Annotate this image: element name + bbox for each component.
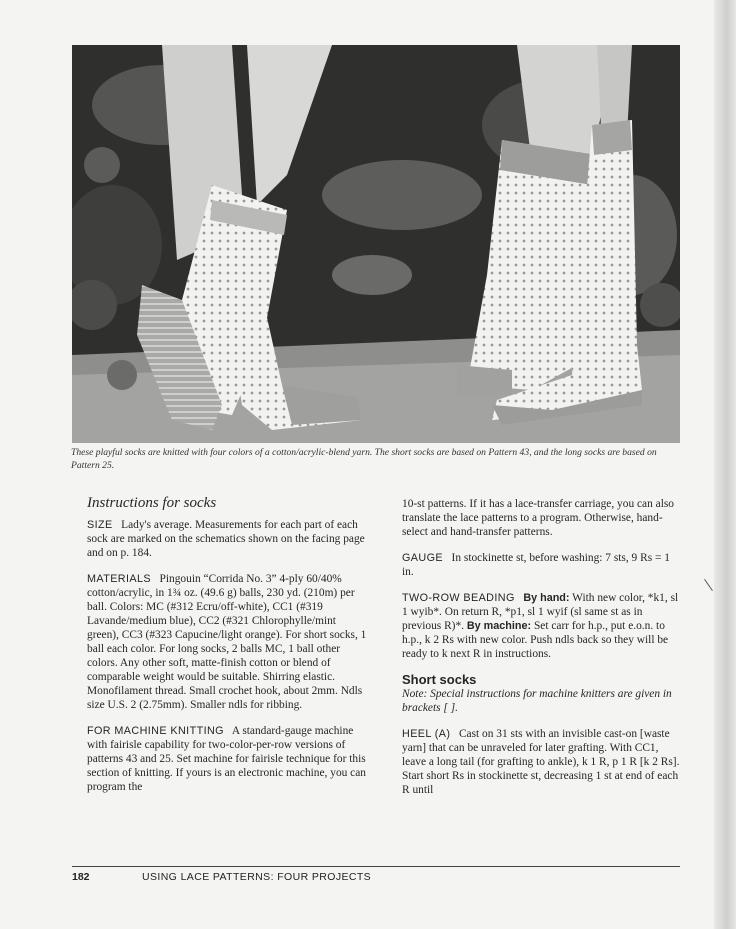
page-number: 182: [72, 871, 90, 883]
gauge-label: GAUGE: [402, 552, 443, 564]
materials-text: Pingouin “Corrida No. 3” 4-ply 60/40% cotton/acrylic, in 1¾ oz. (49.6 g) balls, 230 yd. (210m) per ball. Colors: MC (#312 Ecru/off-white), CC1 (#319 Lavande/medium blue), CC2 (#321 Chlorophylle/mint green), CC3 (#323 Capucine/light orange). For short socks, 1 ball each color. For long socks, 2 balls MC, 1 ball other colors. Any other soft, matte-finish cotton or blend of comparable weight would be suitable. Shirring elastic. Monofilament thread. Small crochet hook, about 2mm. Ndls size U.S. 2 (2.75mm). Smaller ndls for ribbing.: [87, 573, 367, 711]
size-label: SIZE: [87, 519, 113, 531]
photo-caption: These playful socks are knitted with four colors of a cotton/acrylic-blend yarn. The short socks are based on Pattern 43, and the long socks are based on Pattern 25.: [71, 447, 657, 471]
running-title: USING LACE PATTERNS: FOUR PROJECTS: [142, 871, 372, 883]
beading-paragraph: [402, 591, 680, 661]
text-column-right: [402, 497, 680, 797]
size-text: Lady's average. Measurements for each part of each sock are marked on the schematics shown on the facing page and on p. 184.: [87, 519, 365, 559]
text-column-left: [87, 496, 369, 794]
heel-paragraph: [402, 727, 680, 797]
size-paragraph: [87, 518, 369, 560]
heel-label: HEEL (A): [402, 728, 451, 740]
beading-hand-text: With new color, *k1, sl 1 wyib*. On return R, *p1, sl 1 wyif (sl same st as in previous R)*.: [402, 592, 679, 632]
beading-hand-label: By hand:: [523, 592, 570, 604]
continued-paragraph: 10-st patterns. If it has a lace-transfer carriage, you can also translate the lace patterns to a program. Otherwise, hand-select and hand-transfer patterns.: [402, 498, 674, 538]
pen-mark: [704, 579, 713, 591]
page-edge-shadow: [714, 0, 736, 929]
beading-machine-text: Set carr for h.p., put e.o.n. to h.p., k 2 Rs with new color. Push ndls back so they will be ready to k next R in instructions.: [402, 620, 669, 660]
sock-photo-drawing: [72, 45, 680, 443]
sock-photo: [72, 45, 680, 443]
beading-label: TWO-ROW BEADING: [402, 592, 515, 604]
materials-label: MATERIALS: [87, 573, 151, 585]
machine-paragraph: [87, 724, 369, 794]
gauge-text: In stockinette st, before washing: 7 sts, 9 Rs = 1 in.: [402, 552, 670, 578]
machine-text: A standard-gauge machine with fairisle capability for two-color-per-row versions of patterns 43 and 25. Set machine for fairisle technique for this section of knitting. If yours is an electronic machine, you can program the: [87, 725, 366, 793]
machine-note: Note: Special instructions for machine knitters are given in brackets [ ].: [402, 688, 672, 714]
beading-machine-label: By machine:: [466, 620, 532, 632]
short-socks-heading: Short socks: [402, 672, 477, 687]
gauge-paragraph: [402, 551, 680, 579]
machine-label: FOR MACHINE KNITTING: [87, 725, 224, 737]
section-heading: Instructions for socks: [87, 495, 217, 511]
materials-paragraph: [87, 572, 369, 712]
heel-text: Cast on 31 sts with an invisible cast-on [waste yarn] that can be unraveled for later grafting. With CC1, leave a long tail (for grafting to ankle), k 1 R, p 1 R [k 2 Rs]. Start short Rs in stockinette st, decreasing 1 st at end of each R until: [402, 728, 680, 796]
footer-rule: [72, 866, 680, 867]
